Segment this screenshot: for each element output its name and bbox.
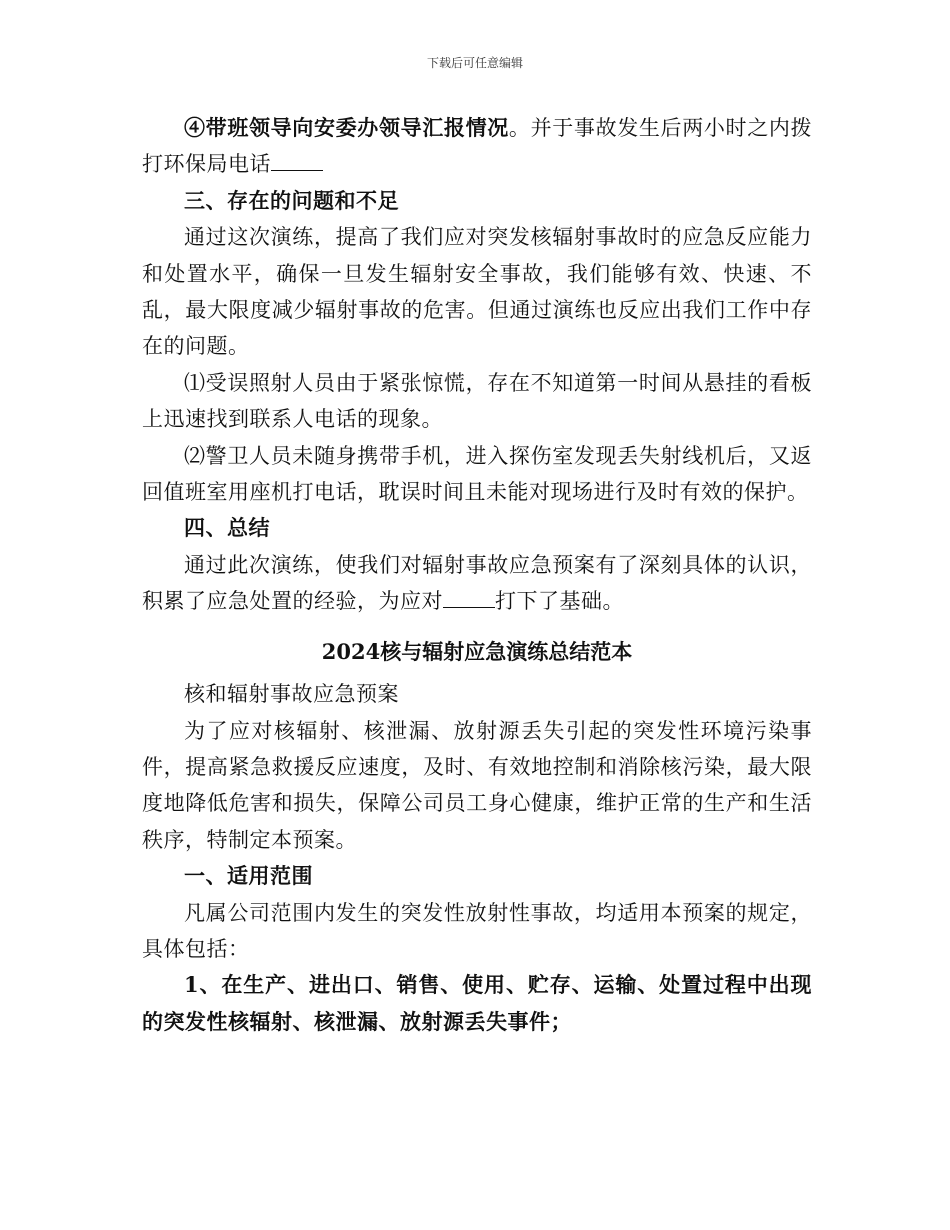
- paragraph-purpose: 为了应对核辐射、核泄漏、放射源丢失引起的突发性环境污染事件，提高紧急救援反应速度，及时、有效地控制和消除核污染，最大限度地降低危害和损失，保障公司员工身心健康，维护正常的生产和生活秩序，特制定本预案。: [142, 718, 812, 852]
- heading-scope: 一、适用范围: [184, 863, 313, 889]
- header-note: 下载后可任意编辑: [426, 56, 523, 70]
- paragraph-summary: [142, 547, 812, 620]
- paragraph-problem-2: ⑵警卫人员未随身携带手机，进入探伤室发现丢失射线机后，又返回值班室用座机打电话，耽误时间且未能对现场进行及时有效的保护。: [142, 443, 812, 505]
- paragraph-scope: 凡属公司范围内发生的突发性放射性事故，均适用本预案的规定，具体包括：: [142, 900, 812, 961]
- document-content: [142, 110, 812, 1040]
- paragraph-summary-a: 通过此次演练，使我们对辐射事故应急预案有了深刻具体的认识，积累了应急处置的经验，为应对: [142, 552, 812, 614]
- paragraph-scope-item-1: 1、在生产、进出口、销售、使用、贮存、运输、处置过程中出现的突发性核辐射、核泄漏、放射源丢失事件；: [142, 972, 812, 1034]
- subtitle-plan: 核和辐射事故应急预案: [184, 682, 399, 707]
- document-title: 2024核与辐射应急演练总结范本: [321, 638, 633, 664]
- paragraph-problem-1: ⑴受误照射人员由于紧张惊慌，存在不知道第一时间从悬挂的看板上迅速找到联系人电话的现象。: [142, 370, 812, 432]
- heading-problems: 三、存在的问题和不足: [184, 187, 399, 213]
- fill-blank: [271, 152, 323, 171]
- fill-blank: [443, 589, 495, 608]
- paragraph-report: [142, 110, 812, 183]
- paragraph-report-bold: ④带班领导向安委办领导汇报情况: [184, 115, 509, 140]
- heading-summary: 四、总结: [184, 515, 270, 541]
- paragraph-problems-intro: 通过这次演练，提高了我们应对突发核辐射事故时的应急反应能力和处置水平，确保一旦发生辐射安全事故，我们能够有效、快速、不乱，最大限度减少辐射事故的危害。但通过演练也反应出我们工作中存在的问题。: [142, 225, 812, 359]
- paragraph-report-rest: 。并于事故发生后两小时之内拨打环保局电话: [142, 116, 813, 177]
- paragraph-summary-b: 打下了基础。: [495, 589, 624, 614]
